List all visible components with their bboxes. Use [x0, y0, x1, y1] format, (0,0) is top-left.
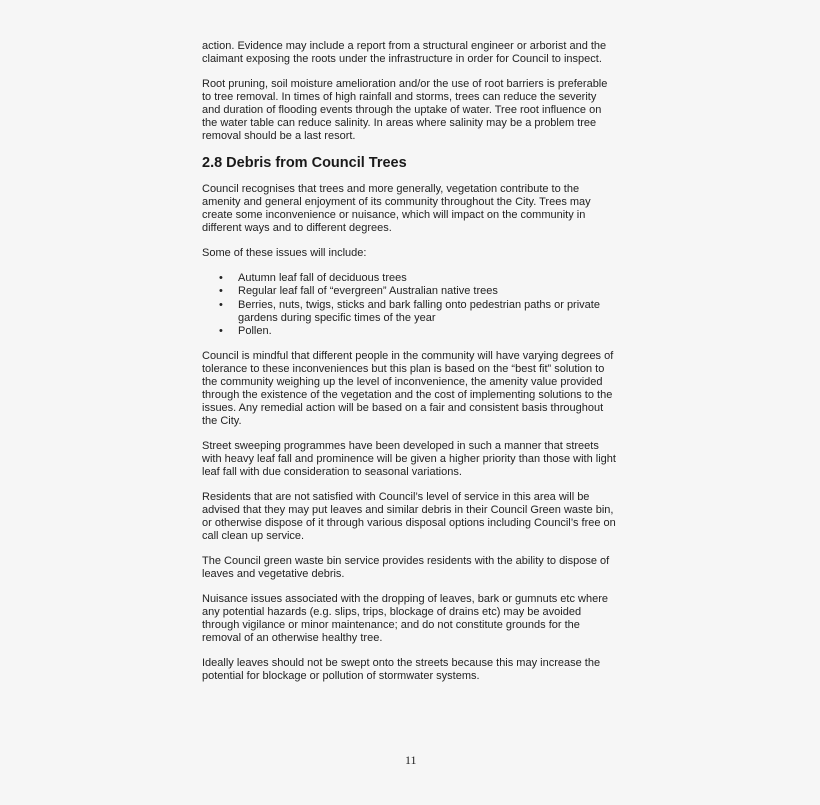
document-body [202, 40, 642, 695]
text-line: issues. Any remedial action will be based on a fair and consistent basis throughout [202, 402, 604, 415]
text-line: removal should be a last resort. [202, 130, 356, 142]
text-line: create some inconvenience or nuisance, which will impact on the community in [202, 209, 586, 221]
text-line: Street sweeping programmes have been developed in such a manner that streets [202, 440, 599, 453]
text-line: removal of an otherwise healthy tree. [202, 632, 383, 645]
list-item [202, 272, 642, 285]
paragraph [202, 247, 642, 260]
paragraph [202, 78, 642, 143]
text-line: different ways and to different degrees. [202, 222, 392, 234]
bullet-icon: • [219, 272, 223, 284]
text-line: Residents that are not satisfied with Council’s level of service in this area will be [202, 491, 590, 504]
list-item-text: Berries, nuts, twigs, sticks and bark falling onto pedestrian paths or private [238, 298, 600, 311]
text-line: The Council green waste bin service provides residents with the ability to dispose of [202, 555, 610, 568]
paragraph [202, 350, 642, 428]
paragraph [202, 657, 642, 683]
text-line: Nuisance issues associated with the dropping of leaves, bark or gumnuts etc where [202, 593, 608, 606]
text-line: amenity and general enjoyment of its community throughout the City. Trees may [202, 196, 591, 208]
page-number: 11 [405, 753, 417, 767]
bullet-icon: • [219, 325, 223, 338]
text-line: the community weighing up the level of inconvenience, the amenity value provided [202, 376, 603, 389]
paragraph [202, 593, 642, 645]
text-line: claimant exposing the roots under the infrastructure in order for Council to inspect. [202, 53, 602, 65]
section-intro-paragraphs [202, 183, 642, 260]
bullet-icon: • [219, 285, 223, 298]
text-line: Ideally leaves should not be swept onto the streets because this may increase the [202, 657, 601, 670]
list-item-text: Autumn leaf fall of deciduous trees [238, 272, 407, 284]
text-line: and duration of flooding events through the uptake of water. Tree root influence on [202, 104, 602, 116]
bullet-icon: • [219, 298, 223, 311]
list-item [202, 299, 642, 326]
issues-bullet-list [202, 272, 642, 338]
text-line: the City. [202, 415, 242, 428]
text-line: any potential hazards (e.g. slips, trips, blockage of drains etc) may be avoided [202, 606, 582, 619]
section-body-paragraphs [202, 350, 642, 683]
paragraph [202, 491, 642, 543]
text-line: or otherwise dispose of it through various disposal options including Council’s free on [202, 517, 616, 530]
text-line: to tree removal. In times of high rainfall and storms, trees can reduce the severity [202, 91, 597, 103]
text-line: Council is mindful that different people in the community will have varying degrees of [202, 350, 614, 363]
paragraph [202, 40, 642, 66]
section-heading: 2.8 Debris from Council Trees [202, 155, 407, 171]
list-item-text: Pollen. [238, 325, 272, 338]
text-line: leaves and vegetative debris. [202, 568, 345, 581]
text-line: potential for blockage or pollution of stormwater systems. [202, 670, 480, 683]
text-line: advised that they may put leaves and similar debris in their Council Green waste bin, [202, 504, 614, 517]
intro-paragraphs [202, 40, 642, 143]
text-line: Root pruning, soil moisture amelioration and/or the use of root barriers is preferable [202, 78, 608, 90]
list-item [202, 325, 642, 338]
paragraph [202, 440, 642, 479]
list-item-text: gardens during specific times of the year [238, 311, 436, 324]
text-line: action. Evidence may include a report from a structural engineer or arborist and the [202, 40, 607, 52]
paragraph [202, 555, 642, 581]
text-line: Council recognises that trees and more generally, vegetation contribute to the [202, 183, 580, 195]
text-line: with heavy leaf fall and prominence will be given a higher priority than those with light [202, 453, 616, 466]
text-line: tolerance to these inconveniences but this plan is based on the “best fit” solution to [202, 363, 605, 376]
text-line: the water table can reduce salinity. In areas where salinity may be a problem tree [202, 117, 597, 129]
text-line: call clean up service. [202, 530, 305, 543]
text-line: Some of these issues will include: [202, 247, 367, 259]
list-item [202, 285, 642, 298]
text-line: through the existence of the vegetation and the cost of implementing solutions to the [202, 389, 613, 402]
paragraph [202, 183, 642, 235]
text-line: leaf fall with due consideration to seasonal variations. [202, 466, 462, 479]
list-item-text: Regular leaf fall of “evergreen” Australian native trees [238, 285, 498, 298]
text-line: through vigilance or minor maintenance; and do not constitute grounds for the [202, 619, 580, 632]
